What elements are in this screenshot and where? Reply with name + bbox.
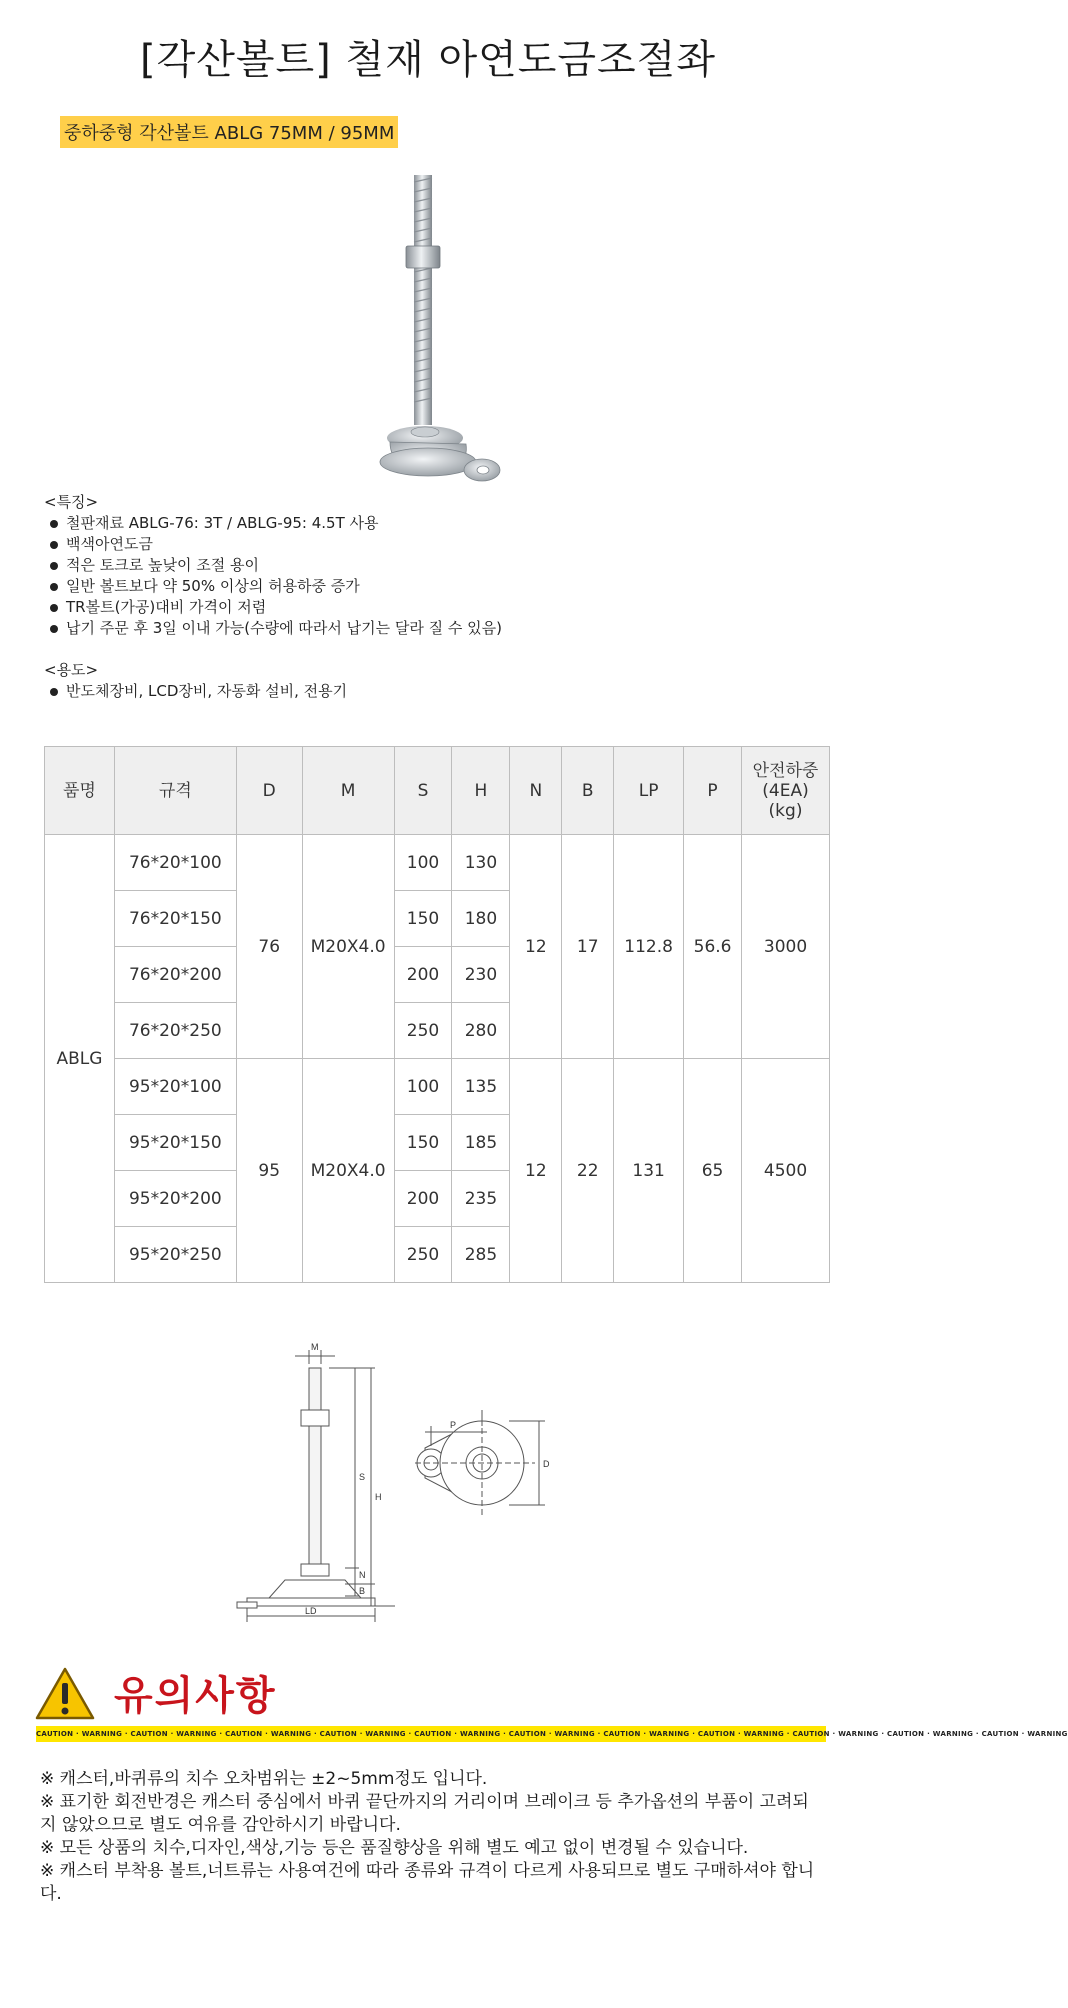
dim-label-h: H (375, 1492, 382, 1502)
dim-label-m: M (311, 1342, 319, 1352)
s-cell: 150 (394, 891, 452, 947)
m-cell: M20X4.0 (302, 835, 394, 1059)
note-item: ※ 캐스터 부착용 볼트,너트류는 사용여건에 따라 종류와 규격이 다르게 사용되므로 별도 구매하셔야 합니다. (40, 1861, 815, 1904)
dim-label-ld: LD (305, 1606, 317, 1616)
spec-cell: 76*20*100 (114, 835, 236, 891)
h-cell: 235 (452, 1171, 510, 1227)
dim-label-n: N (359, 1570, 366, 1580)
dimension-drawing (225, 1340, 635, 1620)
s-cell: 150 (394, 1115, 452, 1171)
col-header: S (394, 747, 452, 835)
note-item: ※ 모든 상품의 치수,디자인,색상,기능 등은 품질향상을 위해 별도 예고 없이 변경될 수 있습니다. (40, 1838, 749, 1858)
notice-notes (40, 1768, 820, 1906)
s-cell: 200 (394, 1171, 452, 1227)
list-item: TR볼트(가공)대비 가격이 저렴 (44, 597, 502, 618)
s-cell: 200 (394, 947, 452, 1003)
spec-cell: 76*20*250 (114, 1003, 236, 1059)
load-cell: 4500 (742, 1059, 830, 1283)
col-header: M (302, 747, 394, 835)
s-cell: 100 (394, 1059, 452, 1115)
col-header: 규격 (114, 747, 236, 835)
notice-title: 유의사항 (114, 1673, 277, 1719)
dim-label-s: S (359, 1472, 366, 1482)
h-cell: 135 (452, 1059, 510, 1115)
dim-label-b: B (359, 1586, 366, 1596)
col-header: N (510, 747, 562, 835)
dim-label-d: D (543, 1459, 550, 1469)
spec-cell: 76*20*150 (114, 891, 236, 947)
n-cell: 12 (510, 1059, 562, 1283)
table-row (45, 1059, 830, 1115)
list-item: 철판재료 ABLG-76: 3T / ABLG-95: 4.5T 사용 (44, 513, 502, 534)
col-header-load: 안전하중(4EA)(kg) (742, 747, 830, 835)
list-item: 반도체장비, LCD장비, 자동화 설비, 전용기 (44, 681, 347, 702)
col-header: B (562, 747, 614, 835)
lp-cell: 131 (614, 1059, 684, 1283)
d-cell: 95 (236, 1059, 302, 1283)
n-cell: 12 (510, 835, 562, 1059)
uses-list (44, 681, 347, 702)
features-section (44, 492, 502, 639)
spec-cell: 95*20*200 (114, 1171, 236, 1227)
list-item: 일반 볼트보다 약 50% 이상의 허용하중 증가 (44, 576, 502, 597)
spec-cell: 95*20*150 (114, 1115, 236, 1171)
list-item: 백색아연도금 (44, 534, 502, 555)
note-item: ※ 표기한 회전반경은 캐스터 중심에서 바퀴 끝단까지의 거리이며 브레이크 등 추가옵션의 부품이 고려되지 않았으므로 별도 여유를 감안하시기 바랍니다. (40, 1792, 809, 1835)
col-header: H (452, 747, 510, 835)
list-item: 납기 주문 후 3일 이내 가능(수량에 따라서 납기는 달라 질 수 있음) (44, 618, 502, 639)
spec-cell: 95*20*100 (114, 1059, 236, 1115)
product-subtitle: 중하중형 각산볼트 ABLG 75MM / 95MM (60, 116, 398, 148)
col-header: D (236, 747, 302, 835)
s-cell: 250 (394, 1227, 452, 1283)
h-cell: 285 (452, 1227, 510, 1283)
table-header-row (45, 747, 830, 835)
note-item: ※ 캐스터,바퀴류의 치수 오차범위는 ±2~5mm정도 입니다. (40, 1769, 488, 1789)
uses-section (44, 660, 347, 702)
h-cell: 180 (452, 891, 510, 947)
spec-table (44, 746, 830, 1283)
page-title: [각산볼트] 철재 아연도금조절좌 (140, 37, 716, 83)
m-cell: M20X4.0 (302, 1059, 394, 1283)
h-cell: 130 (452, 835, 510, 891)
spec-cell: 76*20*200 (114, 947, 236, 1003)
features-list (44, 513, 502, 639)
col-header: LP (614, 747, 684, 835)
h-cell: 280 (452, 1003, 510, 1059)
notice-header (34, 1664, 824, 1734)
lp-cell: 112.8 (614, 835, 684, 1059)
b-cell: 22 (562, 1059, 614, 1283)
uses-heading: <용도> (44, 661, 99, 679)
table-row (45, 835, 830, 891)
d-cell: 76 (236, 835, 302, 1059)
list-item: 적은 토크로 높낮이 조절 용이 (44, 555, 502, 576)
h-cell: 230 (452, 947, 510, 1003)
caution-tape: CAUTION · WARNING · CAUTION · WARNING · CAUTION · WARNING · CAUTION · WARNING · CAUTION · WARNING · CAUTION · WARNING · CAUTION · WARNING · CAUTION · WARNING · CAUTION · WARNING · CAUTION · WARNING · CAUTION · WARNING (36, 1726, 826, 1742)
product-photo (370, 170, 510, 500)
p-cell: 65 (684, 1059, 742, 1283)
s-cell: 100 (394, 835, 452, 891)
features-heading: <특징> (44, 493, 99, 511)
col-header: 품명 (45, 747, 115, 835)
product-cell: ABLG (45, 835, 115, 1283)
h-cell: 185 (452, 1115, 510, 1171)
dim-label-p: P (450, 1420, 457, 1430)
load-cell: 3000 (742, 835, 830, 1059)
warning-icon (34, 1666, 96, 1722)
col-header: P (684, 747, 742, 835)
spec-cell: 95*20*250 (114, 1227, 236, 1283)
s-cell: 250 (394, 1003, 452, 1059)
b-cell: 17 (562, 835, 614, 1059)
p-cell: 56.6 (684, 835, 742, 1059)
